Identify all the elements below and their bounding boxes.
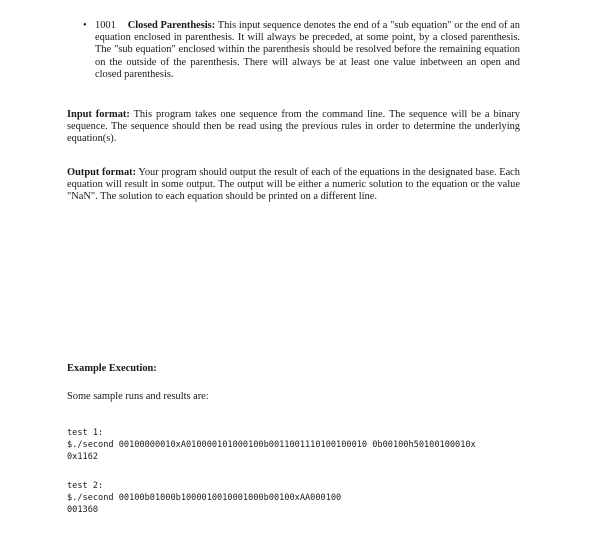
input-format-paragraph — [67, 109, 520, 146]
test-2-command: $./second 00100b01000b1000010010001000b00100xAA000100 — [67, 493, 342, 503]
output-format-text: Your program should output the result of each of the equations in the designated base. Each equation will result in some output. The output will be either a numeric solution to the equation or the value "NaN". The solution to each equation should be printed on a different line. — [67, 167, 520, 203]
example-heading: Example Execution: — [67, 363, 157, 374]
bullet-closed-parenthesis — [95, 20, 520, 81]
sample-intro: Some sample runs and results are: — [67, 391, 209, 402]
test-2-output: 001360 — [67, 505, 99, 515]
input-format-text: This program takes one sequence from the command line. The sequence will be a binary sequence. The sequence should then be read using the previous rules in order to determine the underlying equation(s). — [67, 109, 520, 145]
test-1-output: 0x1162 — [67, 452, 99, 462]
test-2-label: test 2: — [67, 481, 104, 491]
bullet-text: This input sequence denotes the end of a "sub equation" or the end of an equation enclosed in parenthesis. It will always be preceded, at some point, by a closed parenthesis. The "sub equation" enclosed within the parenthesis should be resolved before the remaining equation on the outside of the parenthesis. There will always be at least one value inbetween an open and closed parenthesis. — [95, 20, 520, 80]
output-format-label: Output format: — [67, 167, 137, 178]
bullet-marker: • — [83, 20, 87, 31]
bullet-code: 1001 — [95, 20, 116, 31]
output-format-paragraph — [67, 167, 520, 204]
bullet-term: Closed Parenthesis: — [127, 20, 216, 31]
test-1-label: test 1: — [67, 428, 104, 438]
input-format-label: Input format: — [67, 109, 130, 120]
test-1-command: $./second 00100000010xA010000101000100b0011001110100100010 0b00100h50100100010x — [67, 440, 476, 450]
